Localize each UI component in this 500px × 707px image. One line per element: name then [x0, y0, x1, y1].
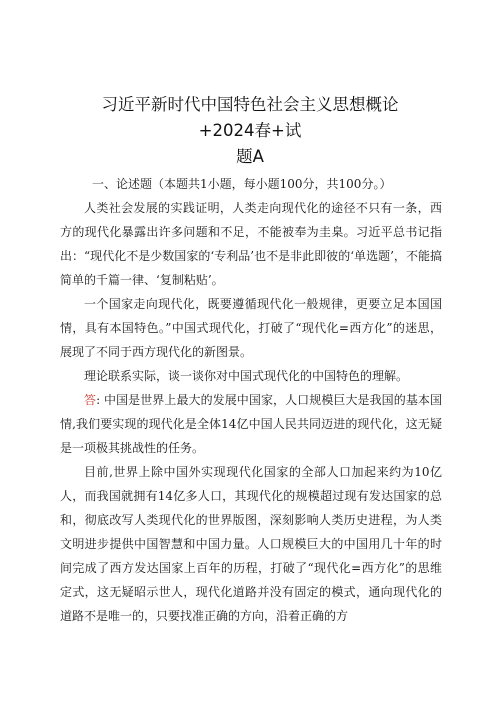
question-paragraph-2: 一个国家走向现代化，既要遵循现代化一般规律，更要立足本国国情，具有本国特色。”中国式现代化，打破了“现代化=西方化”的迷思，展现了不同于西方现代化的新图景。 — [60, 297, 442, 359]
question-prompt: 理论联系实际，谈一谈你对中国式现代化的中国特色的理解。 — [84, 369, 409, 383]
document-title — [80, 92, 420, 170]
answer-paragraph-1 — [60, 388, 442, 460]
document-body — [60, 172, 442, 628]
question-paragraph-1: 人类社会发展的实践证明，人类走向现代化的途径不只有一条，西方的现代化暴露出许多问题和不足，不能被奉为圭臬。习近平总书记指出：“现代化不是少数国家的‘专利品’也不是非此即彼的‘单选题’，不能搞简单的千篇一律、‘复制粘贴’。 — [60, 201, 442, 287]
section-heading: 一、论述题（本题共1小题，每小题100分，共100分。） — [92, 177, 392, 191]
answer-label: 答 — [84, 393, 97, 407]
answer-paragraph-2: 目前,世界上除中国外实现现代化国家的全部人口加起来约为10亿人，而我国就拥有14亿多人口，其现代化的规模超过现有发达国家的总和，彻底改写人类现代化的世界版图，深刻影响人类历史进程，为人类文明进步提供中国智慧和中国力量。人口规模巨大的中国用几十年的时间完成了西方发达国家上百年的历程，打破了“现代化=西方化”的思维定式，这无疑昭示世人，现代化道路并没有固定的模式，通向现代化的道路不是唯一的，只要找准正确的方向，沿着正确的方 — [60, 465, 442, 623]
title-line-2: 题A — [236, 147, 264, 166]
title-line-1: 习近平新时代中国特色社会主义思想概论+2024春+试 — [101, 95, 399, 140]
answer-text-1: : 中国是世界上最大的发展中国家，人口规模巨大是我国的基本国情,我们要实现的现代化是全体14亿中国人民共同迈进的现代化，这无疑是一项极其挑战性的任务。 — [60, 393, 442, 455]
